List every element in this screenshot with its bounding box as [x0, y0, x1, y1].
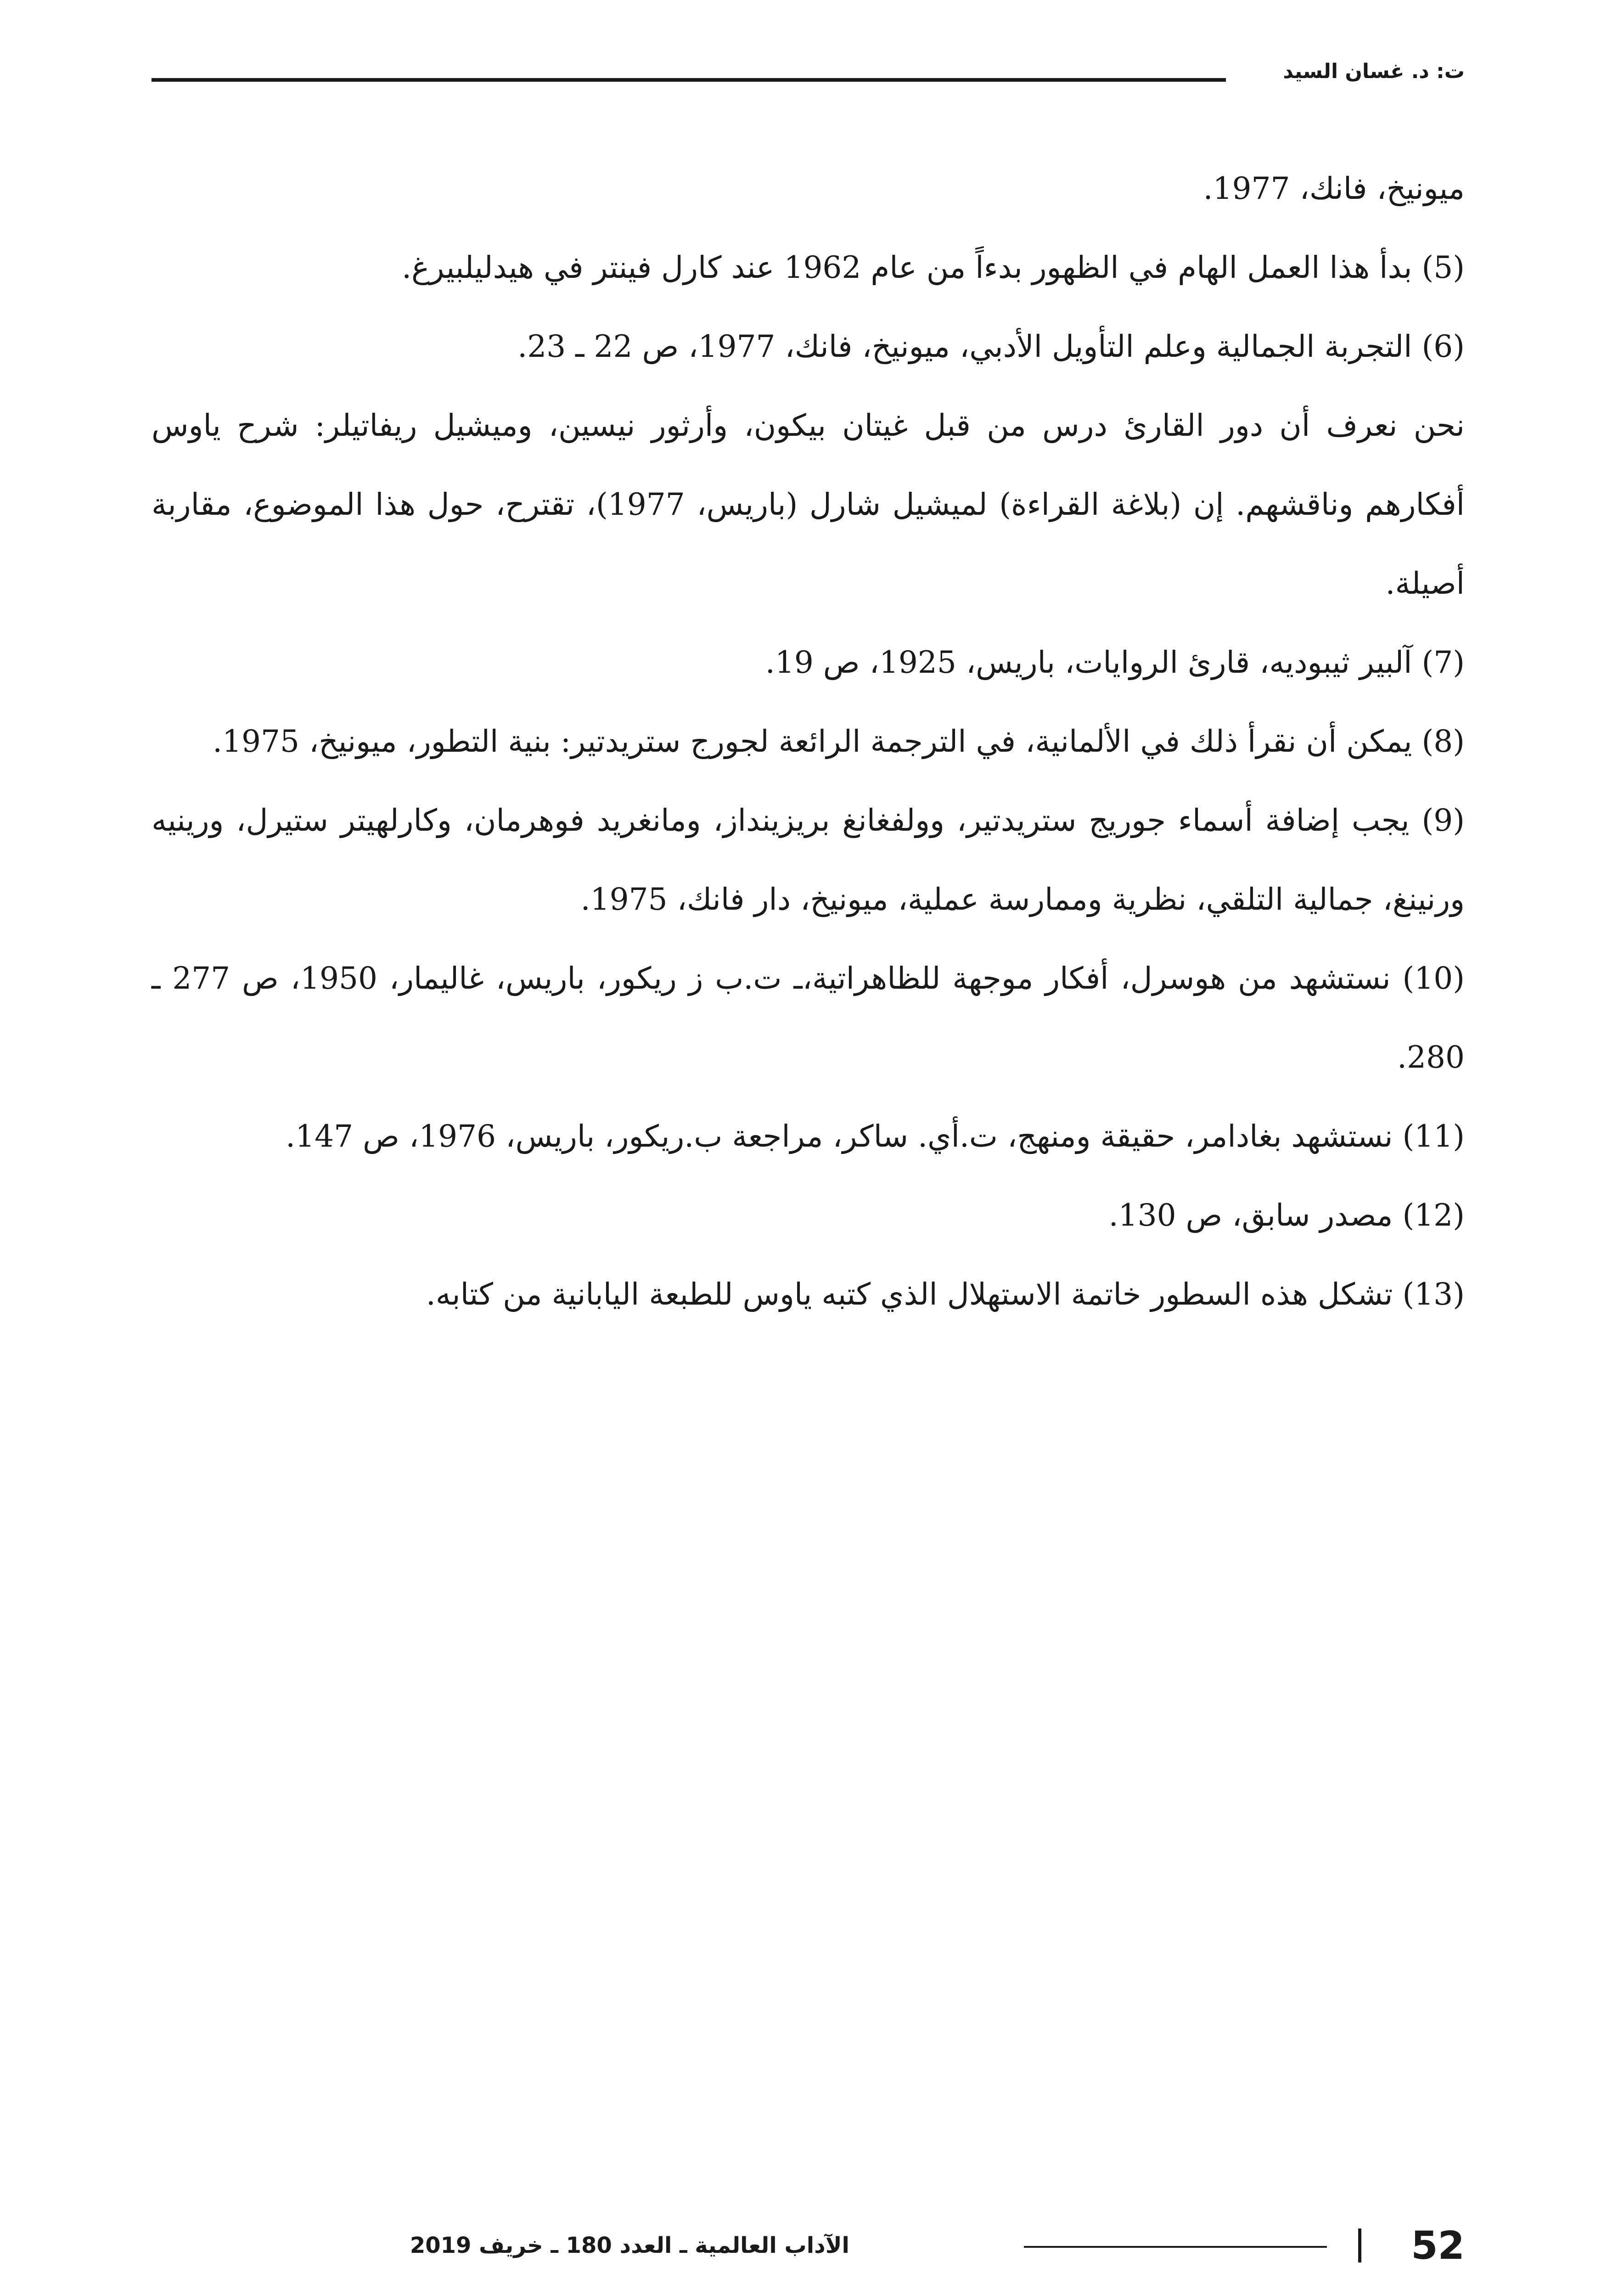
footnote-10: (10) نستشهد من هوسرل، أفكار موجهة للظاهراتية،ـ ت.ب ز ريكور، باريس، غاليمار، 1950، ص 277 ـ 280.	[152, 961, 1465, 1075]
footnote-13: (13) تشكل هذه السطور خاتمة الاستهلال الذي كتبه ياوس للطبعة اليابانية من كتابه.	[426, 1277, 1465, 1312]
footnote-11: (11) نستشهد بغادامر، حقيقة ومنهج، ت.أي. ساكر، مراجعة ب.ريكور، باريس، 1976، ص 147.	[286, 1119, 1465, 1154]
body-text	[152, 149, 1465, 1334]
page-header	[152, 55, 1465, 96]
footnote-8: (8) يمكن أن نقرأ ذلك في الألمانية، في الترجمة الرائعة لجورج ستريدتير: بنية التطور، ميونيخ، 1975.	[213, 724, 1465, 759]
footnote-6: (6) التجربة الجمالية وعلم التأويل الأدبي، ميونيخ، فانك، 1977، ص 22 ـ 23.	[517, 329, 1465, 364]
footnote-7: (7) آلبير ثيبوديه، قارئ الروايات، باريس، 1925، ص 19.	[765, 645, 1465, 680]
page-footer	[152, 2220, 1465, 2271]
footer-rule	[1024, 2246, 1327, 2248]
footnote-9: (9) يجب إضافة أسماء جوريج ستريدتير، وولفغانغ بريزينداز، ومانغريد فوهرمان، وكارلهيتر ستيرل، ورينيه ورنينغ، جمالية التلقي، نظرية وممارسة عملية، ميونيخ، دار فانك، 1975.	[152, 803, 1465, 917]
footer-journal-info: الآداب العالمية ـ العدد 180 ـ خريف 2019	[410, 2233, 849, 2258]
footnote-12: (12) مصدر سابق، ص 130.	[1108, 1198, 1465, 1233]
page-number: 52	[1411, 2223, 1465, 2268]
paragraph: ميونيخ، فانك، 1977.	[1203, 171, 1465, 206]
header-rule	[152, 78, 1226, 82]
paragraph: نحن نعرف أن دور القارئ درس من قبل غيتان بيكون، وأرثور نيسين، وميشيل ريفاتيلر: شرح ياوس أفكارهم وناقشهم. إن (بلاغة القراءة) لميشيل شارل (باريس، 1977)، تقترح، حول هذا الموضوع، مقاربة أصيلة.	[152, 408, 1465, 601]
footnote-5: (5) بدأ هذا العمل الهام في الظهور بدءاً من عام 1962 عند كارل فينتر في هيدليلبيرغ.	[402, 250, 1465, 285]
header-author: ت: د. غسان السيد	[1283, 60, 1465, 83]
footer-separator	[1358, 2228, 1361, 2262]
